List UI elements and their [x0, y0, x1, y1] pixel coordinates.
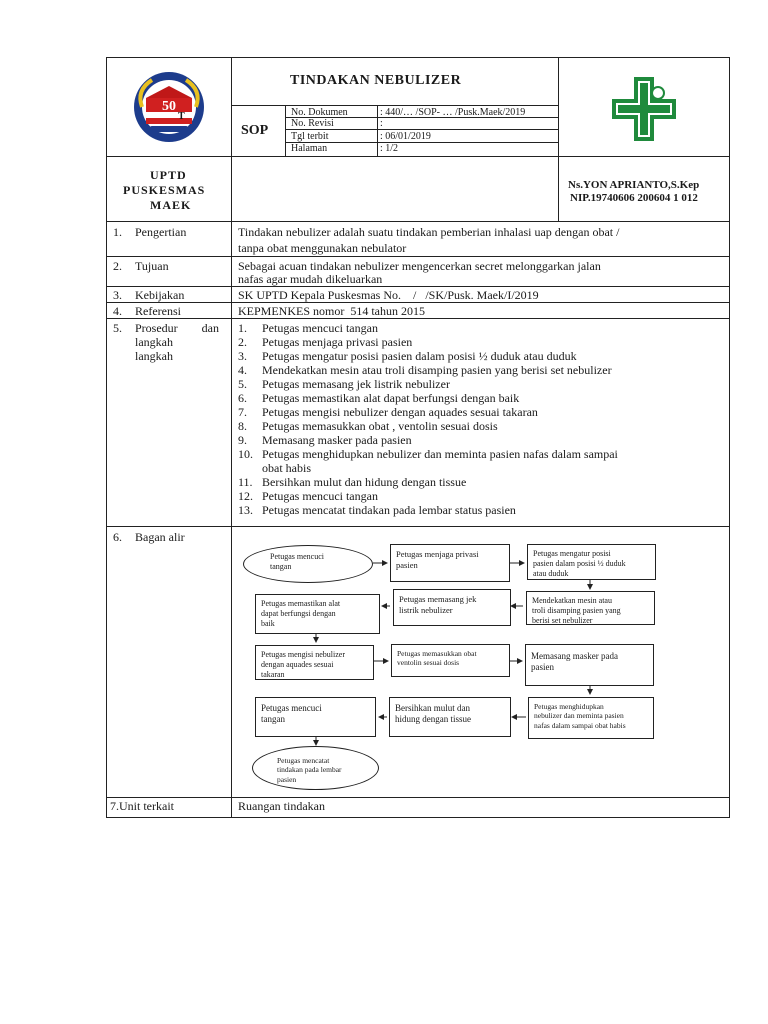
flow-node: Petugas memasukkan obat ventolin sesuai dosis	[391, 644, 510, 677]
list-item: 12. Petugas mencuci tangan	[238, 489, 378, 503]
doc-field-value: : 06/01/2019	[380, 131, 431, 142]
flow-node: Bersihkan mulut dan hidung dengan tissue	[389, 697, 511, 737]
unit-text: Ruangan tindakan	[238, 799, 325, 813]
flow-node: Petugas memasang jek listrik nebulizer	[393, 589, 511, 626]
doc-field-value: : 440/… /SOP- … /Pusk.Maek/2019	[380, 107, 526, 118]
signer-name: Ns.YON APRIANTO,S.Kep	[568, 179, 700, 191]
doc-field-label: No. Dokumen	[291, 107, 348, 118]
list-item: 3. Petugas mengatur posisi pasien dalam posisi ½ duduk atau duduk	[238, 349, 577, 363]
sop-label: SOP	[241, 123, 269, 138]
flow-node: Memasang masker pada pasien	[525, 644, 654, 686]
flow-node: Petugas menghidupkan nebulizer dan meminta pasien nafas dalam sampai obat habis	[528, 697, 654, 739]
list-item: 13. Petugas mencatat tindakan pada lembar status pasien	[238, 503, 516, 517]
list-item: 4. Mendekatkan mesin atau troli disamping pasien yang berisi set nebulizer	[238, 363, 612, 377]
logo-letter: T	[178, 111, 185, 122]
flow-node: Petugas memastikan alat dapat berfungsi dengan baik	[255, 594, 380, 634]
signer-nip: NIP.19740606 200604 1 012	[570, 192, 698, 204]
list-item: 6. Petugas memastikan alat dapat berfungsi dengan baik	[238, 391, 520, 405]
doc-field-label: No. Revisi	[291, 118, 334, 129]
referensi-text: KEPMENKES nomor 514 tahun 2015	[238, 304, 425, 318]
flow-node: Petugas mengatur posisi pasien dalam posisi ½ duduk atau duduk	[527, 544, 656, 580]
flow-node-start: Petugas mencuci tangan	[243, 545, 373, 583]
flow-node-end: Petugas mencatat tindakan pada lembar pasien	[252, 746, 379, 790]
doc-field-label: Halaman	[291, 143, 328, 154]
logo-number: 50	[162, 99, 176, 114]
list-item: 8. Petugas memasukkan obat , ventolin sesuai dosis	[238, 419, 498, 433]
list-item: 2. Petugas menjaga privasi pasien	[238, 335, 413, 349]
list-item: 1. Petugas mencuci tangan	[238, 321, 378, 335]
flow-node: Mendekatkan mesin atau troli disamping pasien yang berisi set nebulizer	[526, 591, 655, 625]
flow-node: Petugas mencuci tangan	[255, 697, 376, 737]
list-item: 7. Petugas mengisi nebulizer dengan aquades sesuai takaran	[238, 405, 538, 419]
flow-node: Petugas menjaga privasi pasien	[390, 544, 510, 582]
list-item: 10. Petugas menghidupkan nebulizer dan meminta pasien nafas dalam sampai	[238, 447, 618, 461]
kebijakan-text: SK UPTD Kepala Puskesmas No. / /SK/Pusk. Maek/I/2019	[238, 288, 539, 302]
list-item: 11. Bersihkan mulut dan hidung dengan tissue	[238, 475, 467, 489]
list-item: 5. Petugas memasang jek listrik nebulizer	[238, 377, 450, 391]
doc-field-label: Tgl terbit	[291, 131, 329, 142]
list-item-continuation: obat habis	[262, 461, 311, 475]
list-item: 9. Memasang masker pada pasien	[238, 433, 412, 447]
doc-field-value: : 1/2	[380, 143, 399, 154]
doc-field-value: :	[380, 118, 383, 129]
sop-title: TINDAKAN NEBULIZER	[290, 73, 462, 88]
flow-node: Petugas mengisi nebulizer dengan aquades sesuai takaran	[255, 645, 374, 680]
